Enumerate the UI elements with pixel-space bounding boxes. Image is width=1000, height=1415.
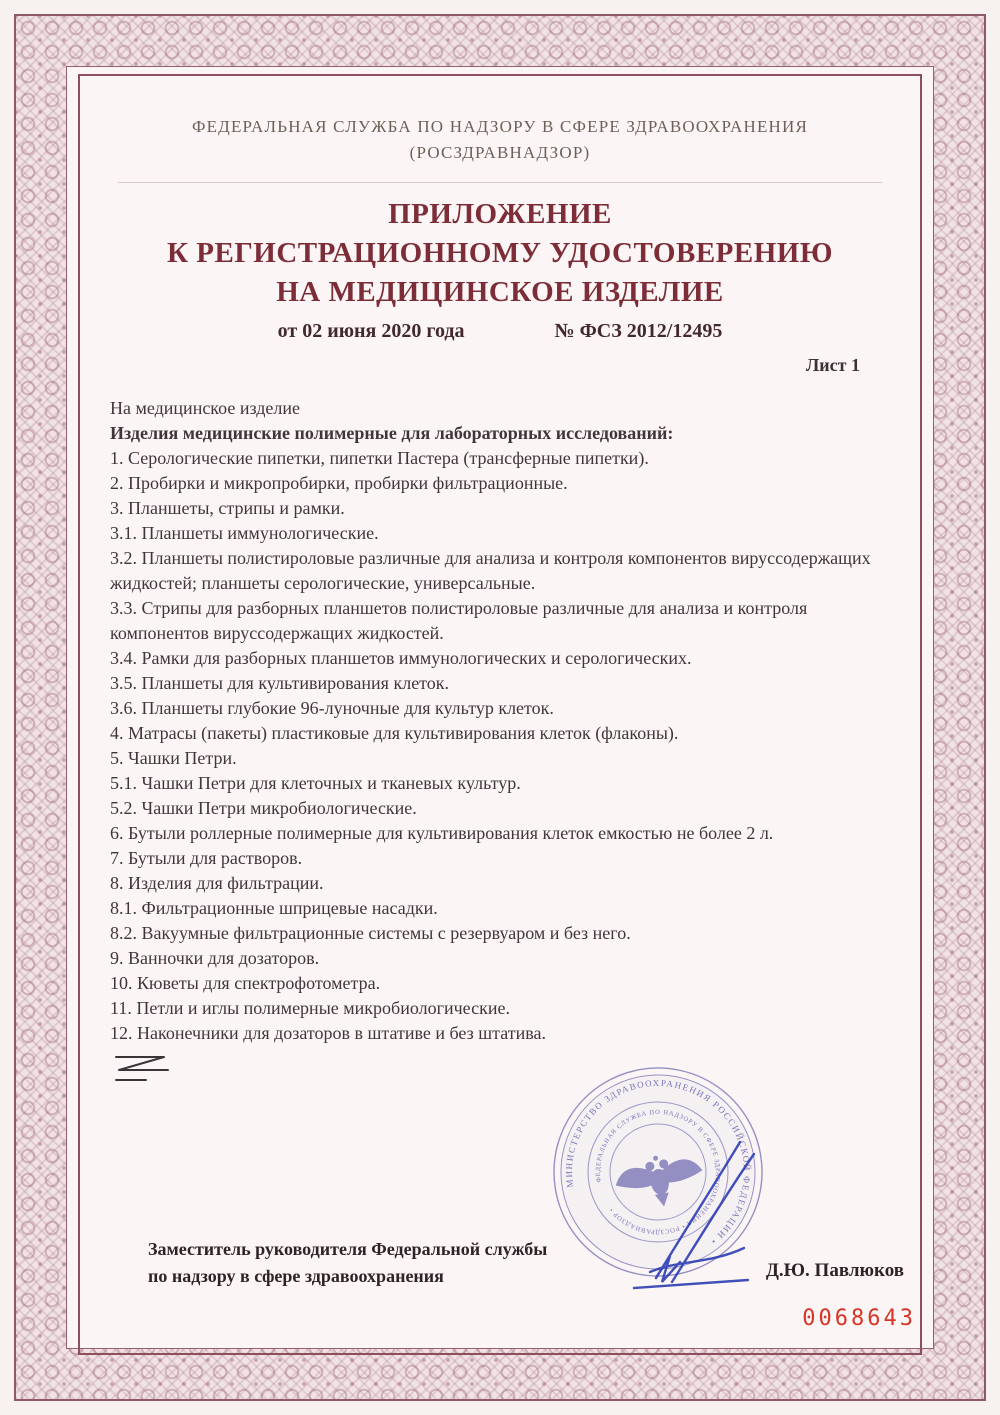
list-item: 5.2. Чашки Петри микробиологические. [110,798,417,818]
list-item: 6. Бутыли роллерные полимерные для культивирования клеток емкостью не более 2 л. [110,823,774,843]
items-list [110,446,890,1046]
body-text [110,396,890,1086]
authority-name: ФЕДЕРАЛЬНАЯ СЛУЖБА ПО НАДЗОРУ В СФЕРЕ ЗДРАВООХРАНЕНИЯ [191,117,809,136]
signatory-name: Д.Ю. Павлюков [765,1260,904,1281]
list-item: 10. Кюветы для спектрофотометра. [110,973,381,993]
list-item: 5.1. Чашки Петри для клеточных и тканевых культур. [110,773,521,793]
list-item: 3.6. Планшеты глубокие 96-луночные для культур клеток. [110,698,554,718]
authority-short-name: (РОСЗДРАВНАДЗОР) [409,143,591,162]
serial-number: 0068643 [802,1306,916,1331]
document-title [110,195,890,312]
list-item: 8. Изделия для фильтрации. [110,873,324,893]
product-heading: Изделия медицинские полимерные для лабораторных исследований: [110,423,674,443]
seal-inner-text: ФЕДЕРАЛЬНАЯ СЛУЖБА ПО НАДЗОРУ В СФЕРЕ ЗДРАВООХРАНЕНИЯ • РОСЗДРАВНАДЗОР • [594,1108,722,1236]
list-item: 4. Матрасы (пакеты) пластиковые для культивирования клеток (флаконы). [110,723,679,743]
header-divider [118,182,882,183]
signature [598,1128,793,1300]
end-of-text-zigzag-icon [112,1052,176,1086]
list-item: 2. Пробирки и микропробирки, пробирки фильтрационные. [110,473,568,493]
issue-date: от 02 июня 2020 года [277,320,465,342]
signature-ink-icon [598,1128,793,1300]
title-line-3: НА МЕДИЦИНСКОЕ ИЗДЕЛИЕ [276,276,724,308]
list-item: 3.1. Планшеты иммунологические. [110,523,379,543]
list-item: 3.4. Рамки для разборных планшетов иммунологических и серологических. [110,648,692,668]
list-item: 8.1. Фильтрационные шприцевые насадки. [110,898,438,918]
list-item: 3.2. Планшеты полистироловые различные для анализа и контроля компонентов вируссодержащих жидкостей; планшеты серологические, универсальные. [110,548,871,593]
sheet-number: Лист 1 [805,355,860,375]
list-item: 3. Планшеты, стрипы и рамки. [110,498,345,518]
position-line-2: по надзору в сфере здравоохранения [148,1266,444,1286]
list-item: 12. Наконечники для дозаторов в штативе и без штатива. [110,1023,546,1043]
list-item: 1. Серологические пипетки, пипетки Пастера (трансферные пипетки). [110,448,649,468]
title-line-2: К РЕГИСТРАЦИОННОМУ УДОСТОВЕРЕНИЮ [166,237,833,269]
list-item: 11. Петли и иглы полимерные микробиологические. [110,998,510,1018]
signatory-position [148,1236,547,1290]
issuing-authority [110,114,890,166]
list-item: 8.2. Вакуумные фильтрационные системы с резервуаром и без него. [110,923,631,943]
list-item: 7. Бутыли для растворов. [110,848,303,868]
list-item: 3.3. Стрипы для разборных планшетов полистироловые различные для анализа и контроля компонентов вируссодержащих жидкостей. [110,598,808,643]
position-line-1: Заместитель руководителя Федеральной службы [148,1239,548,1259]
seal-outer-text: МИНИСТЕРСТВО ЗДРАВООХРАНЕНИЯ РОССИЙСКОЙ ФЕДЕРАЦИИ • [563,1077,753,1248]
intro-line: На медицинское изделие [110,398,301,418]
list-item: 5. Чашки Петри. [110,748,237,768]
registration-number: № ФСЗ 2012/12495 [554,320,723,342]
list-item: 9. Ванночки для дозаторов. [110,948,320,968]
registration-meta [110,320,890,343]
list-item: 3.5. Планшеты для культивирования клеток. [110,673,450,693]
end-of-text-mark [112,1052,890,1086]
title-line-1: ПРИЛОЖЕНИЕ [388,198,612,230]
